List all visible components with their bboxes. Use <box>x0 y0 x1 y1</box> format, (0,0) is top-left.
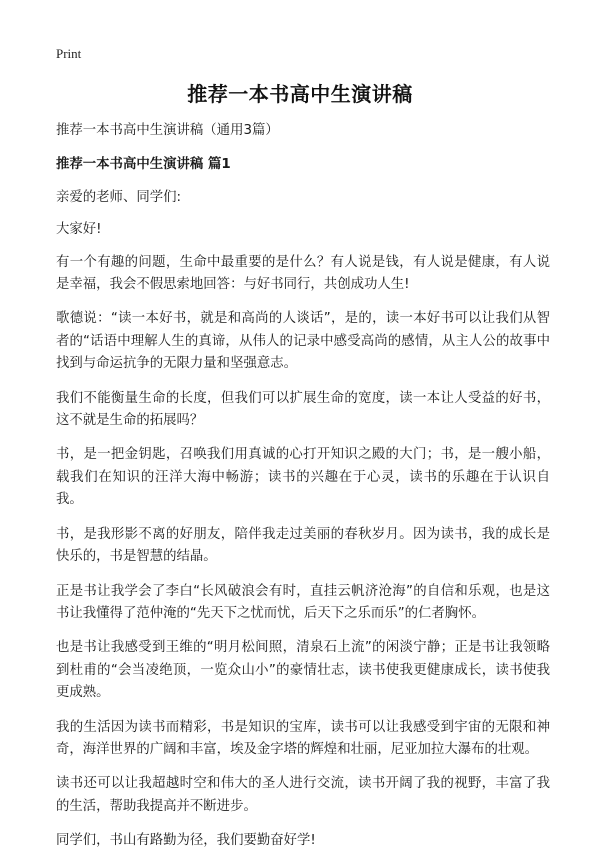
paragraph-hello: 大家好! <box>56 222 102 238</box>
paragraph: 有一个有趣的问题，生命中最重要的是什么？有人说是钱，有人说是健康，有人说是幸福，我会不假思索地回答：与好书同行，共创成功人生! <box>56 254 550 293</box>
paragraph: 正是书让我学会了李白“长风破浪会有时，直挂云帆济沧海”的自信和乐观，也是这书让我懂得了范仲淹的“先天下之忧而忧，后天下之乐而乐”的仁者胸怀。 <box>56 583 550 621</box>
paragraph: 歌德说：“读一本好书，就是和高尚的人谈话”，是的，读一本好书可以让我们从智者的“话语中理解人生的真谛，从伟人的记录中感受高尚的感情，从主人公的故事中找到与命运抗争的无限力量和坚强意志。 <box>56 311 550 372</box>
paragraph: 书，是一把金钥匙，召唤我们用真诚的心打开知识之殿的大门；书，是一艘小船，载我们在知识的汪洋大海中畅游；读书的兴趣在于心灵，读书的乐趣在于认识自我。 <box>56 447 550 508</box>
print-label: Print <box>56 46 82 61</box>
paragraph-greeting: 亲爱的老师、同学们: <box>56 189 182 205</box>
paragraph: 也是书让我感受到王维的“明月松间照，清泉石上流”的闲淡宁静；正是书让我领略到杜甫的“会当凌绝顶，一览众山小”的豪情壮志，读书使我更健康成长，读书使我更成熟。 <box>56 640 550 701</box>
section-heading: 推荐一本书高中生演讲稿 篇1 <box>56 157 231 173</box>
paragraph: 书，是我形影不离的好朋友，陪伴我走过美丽的春秋岁月。因为读书，我的成长是快乐的，书是智慧的结晶。 <box>56 526 550 565</box>
document-subtitle: 推荐一本书高中生演讲稿（通用3篇） <box>56 123 279 138</box>
paragraph-closing: 同学们，书山有路勤为径，我们要勤奋好学! <box>56 833 316 849</box>
paragraph: 我的生活因为读书而精彩，书是知识的宝库，读书可以让我感受到宇宙的无限和神奇，海洋世界的广阔和丰富，埃及金字塔的辉煌和壮丽，尼亚加拉大瀑布的壮观。 <box>56 719 550 757</box>
page-title: 推荐一本书高中生演讲稿 <box>187 82 413 106</box>
paragraph: 读书还可以让我超越时空和伟大的圣人进行交流，读书开阔了我的视野，丰富了我的生活，帮助我提高并不断进步。 <box>56 776 550 814</box>
paragraph: 我们不能衡量生命的长度，但我们可以扩展生命的宽度，读一本让人受益的好书，这不就是生命的拓展吗？ <box>56 390 550 429</box>
document-body <box>56 120 550 865</box>
